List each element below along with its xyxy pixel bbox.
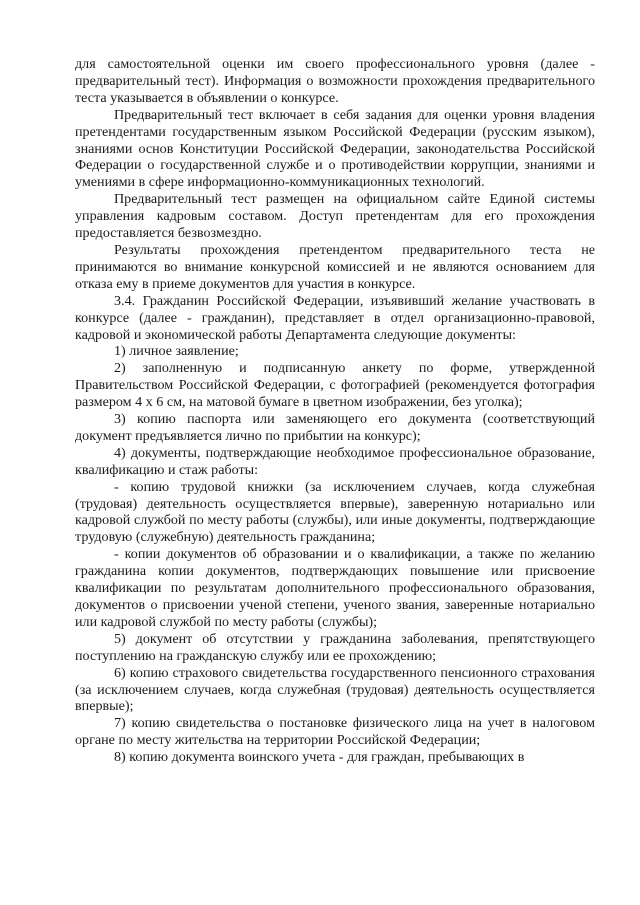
paragraph-preliminary-test-content: Предварительный тест включает в себя задания для оценки уровня владения претендентами государственным языком Российской Федерации (русским языком), знаниями основ Конституции Российской Федерации, законодательства Российской Федерации о государственной службе и о противодействии коррупции, знаниями и умениями в сфере информационно-коммуникационных технологий. bbox=[75, 106, 595, 191]
list-item-2: 2) заполненную и подписанную анкету по форме, утвержденной Правительством Российской Федерации, с фотографией (рекомендуется фотография размером 4 х 6 см, на матовой бумаге в цветном изображении, без уголка); bbox=[75, 360, 595, 411]
list-item-1: 1) личное заявление; bbox=[114, 343, 239, 360]
document-page bbox=[75, 56, 595, 766]
list-item-4-education-documents: - копии документов об образовании и о квалификации, а также по желанию гражданина копии документов, подтверждающих повышение или присвоение квалификации по результатам дополнительного профессионального образования, документов о присвоении ученой степени, ученого звания, заверенные нотариально или кадровой службой по месту работы (службы); bbox=[75, 546, 595, 630]
list-item-8: 8) копию документа воинского учета - для граждан, пребывающих в bbox=[114, 749, 525, 766]
list-item-4-employment-record: - копию трудовой книжки (за исключением случаев, когда служебная (трудовая) деятельность осуществляется впервые), заверенную нотариально или кадровой службой по месту работы (службы), или иные документы, подтверждающие трудовую (служебную) деятельность гражданина; bbox=[75, 478, 595, 546]
list-item-5: 5) документ об отсутствии у гражданина заболевания, препятствующего поступлению на гражданскую службу или ее прохождению; bbox=[75, 630, 595, 664]
list-item-7: 7) копию свидетельства о постановке физического лица на учет в налоговом органе по месту жительства на территории Российской Федерации; bbox=[75, 715, 595, 749]
paragraph-preliminary-test-purpose: для самостоятельной оценки им своего профессионального уровня (далее - предварительный тест). Информация о возможности прохождения предварительного теста указывается в объявлении о конкурсе. bbox=[75, 56, 595, 106]
list-item-4: 4) документы, подтверждающие необходимое профессиональное образование, квалификацию и стаж работы: bbox=[75, 444, 595, 478]
paragraph-preliminary-test-results: Результаты прохождения претендентом предварительного теста не принимаются во внимание конкурсной комиссией и не являются основанием для отказа ему в приеме документов для участия в конкурсе. bbox=[75, 241, 595, 292]
paragraph-section-3-4: 3.4. Гражданин Российской Федерации, изъявивший желание участвовать в конкурсе (далее - гражданин), представляет в отдел организационно-правовой, кадровой и экономической работы Департамента следующие документы: bbox=[75, 292, 595, 343]
paragraph-preliminary-test-location: Предварительный тест размещен на официальном сайте Единой системы управления кадровым составом. Доступ претендентам для его прохождения предоставляется безвозмездно. bbox=[75, 191, 595, 242]
list-item-6: 6) копию страхового свидетельства государственного пенсионного страхования (за исключением случаев, когда служебная (трудовая) деятельность осуществляется впервые); bbox=[75, 664, 595, 715]
list-item-3: 3) копию паспорта или заменяющего его документа (соответствующий документ предъявляется лично по прибытии на конкурс); bbox=[75, 411, 595, 444]
